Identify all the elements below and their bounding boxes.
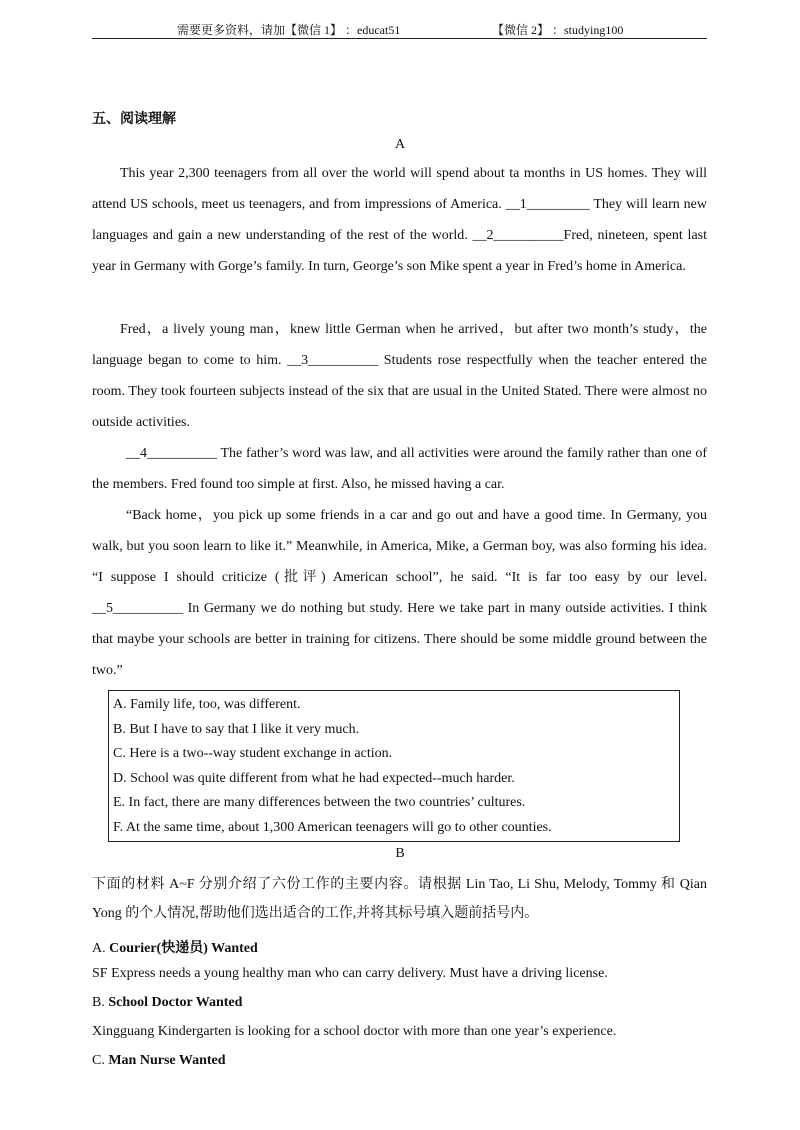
job-a-title: Courier(快递员) Wanted <box>109 941 258 956</box>
job-c-letter: C. <box>92 1053 105 1068</box>
passage-paragraph-1: This year 2,300 teenagers from all over the world will spend about ta months in US homes. They will attend US schools, meet us teenagers, and from impressions of America. __1_________ They will learn new languages and gain a new understanding of the rest of the world. __2__________Fred, nineteen, spent last year in Germany with Gorge’s family. In turn, George’s son Mike spent a year in Fred’s home in America. <box>92 166 707 274</box>
answer-options-box <box>108 690 680 842</box>
header-wechat-1: 需要更多资料，请加【微信 1】 ：educat51 <box>177 23 401 37</box>
job-a-letter: A. <box>92 941 106 956</box>
option-f: F. At the same time, about 1,300 American teenagers will go to other counties. <box>113 819 552 835</box>
job-a-description: SF Express needs a young healthy man who can carry delivery. Must have a driving license. <box>92 966 608 981</box>
header-wechat-2: 【微信 2】 ：studying100 <box>492 23 624 37</box>
option-e: E. In fact, there are many differences between the two countries’ cultures. <box>113 795 526 811</box>
option-a: A. Family life, too, was different. <box>113 697 301 712</box>
passage-paragraph-2: Fred，a lively young man，knew little German when he arrived，but after two month’s study，the language began to come to him. __3__________ Students rose respectfully when the teacher entered the room. They took fourteen subjects instead of the six that are usual in the United Stated. There were almost no outside activities. <box>92 322 707 430</box>
part-b-instructions: 下面的材料 A~F 分别介绍了六份工作的主要内容。请根据 Lin Tao, Li Shu, Melody, Tommy 和 Qian Yong 的个人情况,帮助他们选出适合的工作,并将其标号填入题前括号内。 <box>92 877 707 921</box>
job-b-description: Xingguang Kindergarten is looking for a school doctor with more than one year’s experience. <box>92 1024 617 1039</box>
job-c-heading <box>92 1053 226 1069</box>
page-header <box>92 18 707 39</box>
passage-paragraph-4: “Back home，you pick up some friends in a car and go out and have a good time. In Germany, you walk, but you soon learn to like it.” Meanwhile, in America, Mike, a German boy, was also forming his idea. “I suppose I should criticize (批评) American school”, he said. “It is far too easy by our level. __5__________ In Germany we do nothing but study. Here we take part in many outside activities. I think that maybe your schools are better in training for citizens. There should be some middle ground between the two.” <box>92 508 707 678</box>
option-b: B. But I have to say that I like it very much. <box>113 721 360 737</box>
passage-paragraph-3: __4__________ The father’s word was law, and all activities were around the family rather than one of the members. Fred found too simple at first. Also, he missed having a car. <box>92 446 707 492</box>
part-a-label: A <box>394 137 406 152</box>
part-b-label: B <box>395 846 405 861</box>
job-b-letter: B. <box>92 995 105 1010</box>
option-c: C. Here is a two--way student exchange in action. <box>113 746 393 762</box>
section-title: 五、阅读理解 <box>92 111 176 127</box>
option-d: D. School was quite different from what he had expected--much harder. <box>113 770 515 786</box>
job-b-heading <box>92 995 242 1011</box>
job-b-title: School Doctor Wanted <box>108 995 243 1010</box>
job-c-title: Man Nurse Wanted <box>108 1053 226 1068</box>
job-a-heading <box>92 937 258 957</box>
